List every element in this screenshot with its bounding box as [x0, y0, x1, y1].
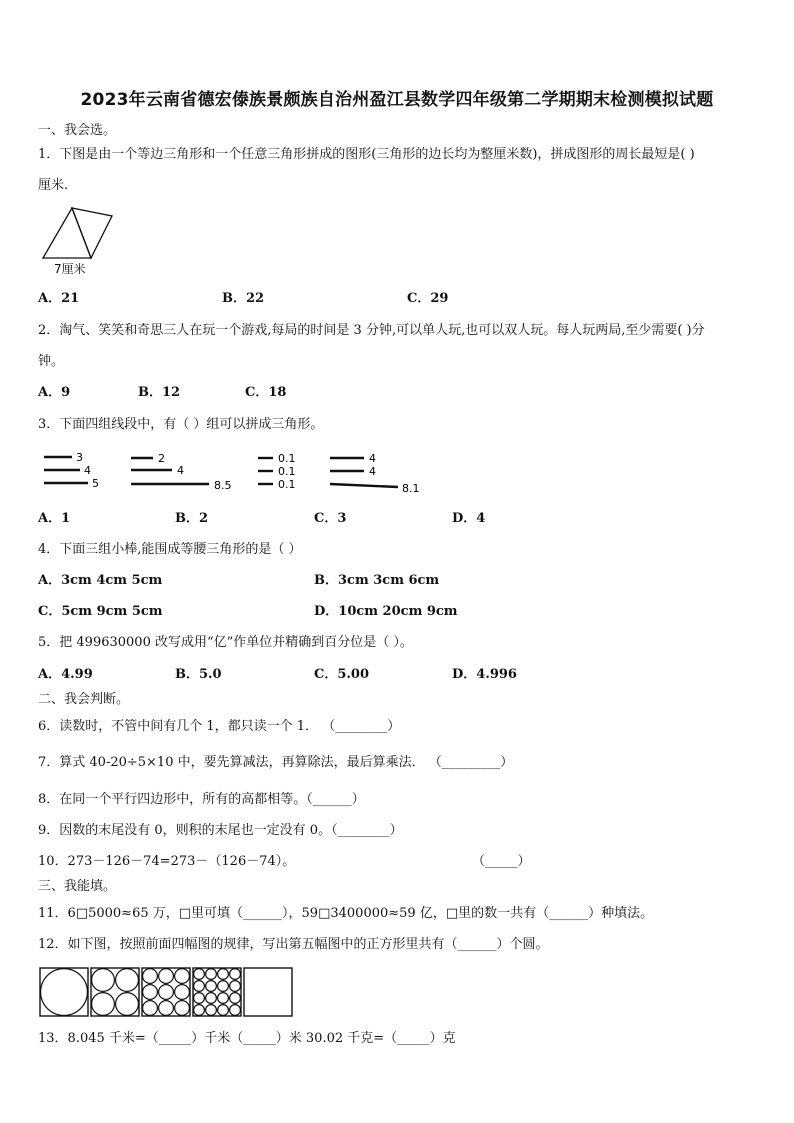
question-1-text: 1．下图是由一个等边三角形和一个任意三角形拼成的图形(三角形的边长均为整厘米数)，拼成图形的周长最短是( )	[38, 147, 695, 162]
question-8-text: 8．在同一个平行四边形中，所有的高都相等。（______）	[38, 792, 365, 807]
q1-option-b: B．22	[222, 291, 265, 306]
segment-group-4	[330, 452, 420, 495]
page-title: 2023年云南省德宏傣族景颇族自治州盈江县数学四年级第二学期期末检测模拟试题	[80, 90, 714, 110]
segment-group-3	[258, 452, 296, 491]
pattern-circle	[230, 993, 241, 1004]
arbitrary-triangle	[72, 208, 112, 258]
question-4-text: 4．下面三组小棒,能围成等腰三角形的是（ ）	[38, 542, 302, 557]
pattern-circle	[41, 969, 88, 1016]
pattern-circle	[159, 969, 174, 984]
pattern-circle	[175, 985, 190, 1000]
question-2-text: 2．淘气、笑笑和奇思三人在玩一个游戏,每局的时间是 3 分钟,可以单人玩,也可以双人玩。每人玩两局,至少需要( )分	[38, 323, 705, 338]
pattern-circle	[175, 1001, 190, 1016]
question-1-text-cont: 厘米.	[38, 178, 69, 193]
g1-length-1: 3	[76, 451, 83, 464]
g1-length-2: 4	[84, 464, 91, 477]
pattern-circle	[194, 981, 205, 992]
q2-option-b: B．12	[138, 385, 181, 400]
question-13-text: 13．8.045 千米=（_____）千米（_____）米 30.02 千克=（_____）克	[38, 1031, 456, 1046]
q3-option-b: B．2	[175, 511, 209, 526]
g4-length-3: 8.1	[402, 482, 420, 495]
pattern-circle	[143, 1001, 158, 1016]
pattern-circle	[143, 985, 158, 1000]
pattern-circle	[230, 969, 241, 980]
segment-group-2	[131, 452, 232, 492]
q5-option-c: C．5.00	[314, 667, 370, 682]
section-heading-1: 一、我会选。	[38, 123, 117, 138]
q2-option-c: C．18	[245, 385, 287, 400]
q4-option-a: A．3cm 4cm 5cm	[38, 573, 163, 588]
q1-option-c: C．29	[407, 291, 449, 306]
question-12-figure	[38, 966, 298, 1018]
g4-length-2: 4	[369, 465, 376, 478]
q4-option-c: C．5cm 9cm 5cm	[38, 604, 163, 619]
pattern-circle	[230, 981, 241, 992]
q5-option-d: D．4.996	[452, 667, 517, 682]
pattern-circle	[92, 993, 115, 1016]
section-heading-3: 三、我能填。	[38, 879, 117, 894]
question-3-figure	[38, 446, 438, 498]
segment-group-1	[44, 451, 99, 490]
g3-length-2: 0.1	[278, 465, 296, 478]
question-7-text: 7．算式 40-20÷5×10 中，要先算减法，再算除法，最后算乘法． （_________）	[38, 755, 514, 770]
pattern-circle	[92, 969, 115, 992]
q1-option-a: A．21	[38, 291, 80, 306]
section-heading-2: 二、我会判断。	[38, 692, 130, 707]
pattern-circle	[230, 1005, 241, 1016]
q3-option-a: A．1	[38, 511, 71, 526]
q5-option-a: A．4.99	[38, 667, 93, 682]
figure-side-label: 7厘米	[54, 262, 86, 276]
pattern-circle	[206, 969, 217, 980]
question-10-blank: （_____）	[472, 854, 531, 869]
question-9-text: 9．因数的末尾没有 0，则积的末尾也一定没有 0。（________）	[38, 823, 403, 838]
pattern-square-5	[244, 968, 292, 1016]
pattern-square-3	[142, 968, 190, 1016]
question-11-text: 11．6□5000≈65 万，□里可填（______），59□3400000≈59 亿，□里的数一共有（______）种填法。	[38, 906, 654, 921]
q4-option-d: D．10cm 20cm 9cm	[314, 604, 458, 619]
pattern-circle	[218, 1005, 229, 1016]
g4-length-1: 4	[369, 452, 376, 465]
g3-length-3: 0.1	[278, 478, 296, 491]
question-1-figure	[38, 204, 118, 276]
pattern-circle	[116, 969, 139, 992]
pattern-circle	[218, 981, 229, 992]
question-10-text: 10．273－126－74=273－（126－74）。	[38, 854, 296, 869]
q4-option-b: B．3cm 3cm 6cm	[314, 573, 440, 588]
pattern-square-4	[193, 968, 241, 1016]
pattern-circle	[116, 993, 139, 1016]
q3-option-c: C．3	[314, 511, 347, 526]
g3-length-1: 0.1	[278, 452, 296, 465]
q5-option-b: B．5.0	[175, 667, 222, 682]
question-2-text-cont: 钟。	[38, 354, 65, 369]
pattern-circle	[143, 969, 158, 984]
pattern-circle	[218, 969, 229, 980]
q2-option-a: A．9	[38, 385, 71, 400]
pattern-circle	[206, 981, 217, 992]
pattern-circle	[206, 1005, 217, 1016]
pattern-circle	[159, 985, 174, 1000]
pattern-circle	[194, 993, 205, 1004]
pattern-circle	[194, 969, 205, 980]
q3-option-d: D．4	[452, 511, 486, 526]
pattern-circle	[206, 993, 217, 1004]
g2-length-3: 8.5	[214, 479, 232, 492]
question-5-text: 5．把 499630000 改写成用“亿”作单位并精确到百分位是（ ）。	[38, 635, 413, 650]
g1-length-3: 5	[92, 477, 99, 490]
pattern-circle	[175, 969, 190, 984]
pattern-square-2	[91, 968, 139, 1016]
g2-length-2: 4	[177, 464, 184, 477]
question-3-text: 3．下面四组线段中，有（ ）组可以拼成三角形。	[38, 417, 324, 432]
equilateral-triangle	[43, 208, 91, 258]
pattern-circle	[194, 1005, 205, 1016]
question-6-text: 6．读数时，不管中间有几个 1，都只读一个 1． （________）	[38, 719, 401, 734]
question-12-text: 12．如下图，按照前面四幅图的规律，写出第五幅图中的正方形里共有（______）个圆。	[38, 937, 549, 952]
g2-length-1: 2	[158, 452, 165, 465]
pattern-circle	[159, 1001, 174, 1016]
pattern-circle	[218, 993, 229, 1004]
